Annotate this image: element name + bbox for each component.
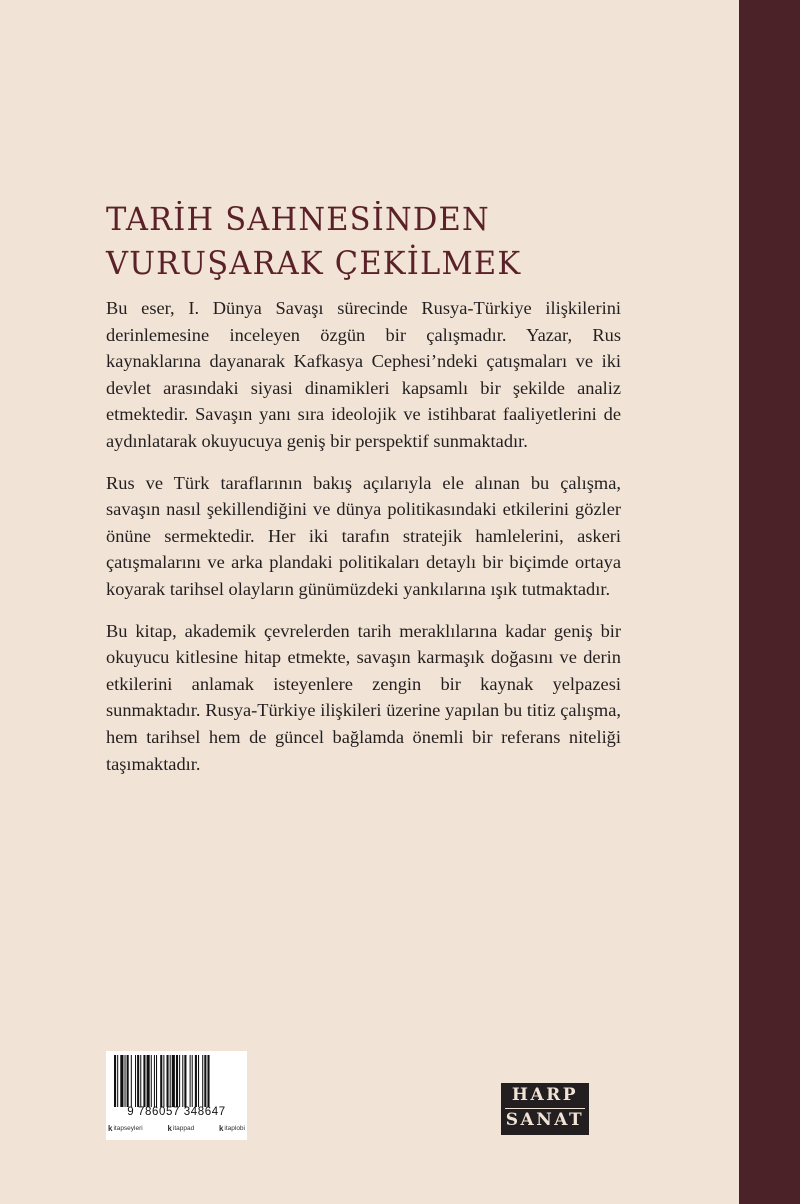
logo-divider bbox=[505, 1108, 585, 1109]
k-icon: k bbox=[108, 1124, 113, 1133]
store-logo-1: k itapseyleri bbox=[108, 1124, 143, 1133]
k-icon: k bbox=[167, 1124, 172, 1133]
blurb bbox=[106, 295, 621, 792]
blurb-paragraph-3: Bu kitap, akademik çevrelerden tarih meraklılarına kadar geniş bir okuyucu kitlesine hitap etmekte, savaşın karmaşık doğasını ve derin etkilerini anlamak isteyenlere zengin bir kaynak yelpazesi sunmaktadır. Rusya-Türkiye ilişkileri üzerine yapılan bu titiz çalışma, hem tarihsel hem de güncel bağlamda önemli bir referans niteliği taşımaktadır. bbox=[106, 620, 621, 774]
publisher-line-2: SANAT bbox=[505, 1110, 585, 1130]
barcode-label bbox=[106, 1051, 247, 1140]
store-logos bbox=[108, 1124, 245, 1133]
blurb-paragraph-2: Rus ve Türk taraflarının bakış açılarıyla ele alınan bu çalışma, savaşın nasıl şekillendiğini ve dünya politikasındaki etkilerini gözler önüne sermektedir. Her iki tarafın stratejik hamlelerini, askeri çatışmalarını ve arka plandaki politikaları detaylı bir biçimde ortaya koyarak tarihsel olayların günümüzdeki yankılarına ışık tutmaktadır. bbox=[106, 472, 621, 599]
title-line-1: TARİH SAHNESİNDEN bbox=[106, 202, 490, 239]
store-logo-3: k itaplobi bbox=[218, 1124, 245, 1133]
title-line-2: VURUŞARAK ÇEKİLMEK bbox=[106, 246, 522, 283]
isbn-number: 9 786057 348647 bbox=[127, 1106, 226, 1118]
publisher-logo bbox=[501, 1083, 589, 1135]
book-title bbox=[106, 198, 706, 287]
store-logo-2: k itappad bbox=[167, 1124, 195, 1133]
spine-band bbox=[739, 0, 800, 1204]
barcode-bars bbox=[112, 1055, 241, 1107]
k-icon: k bbox=[218, 1124, 224, 1133]
publisher-line-1: HARP bbox=[511, 1085, 579, 1105]
blurb-paragraph-1: Bu eser, I. Dünya Savaşı sürecinde Rusya-Türkiye ilişkilerini derinlemesine inceleyen özgün bir çalışmadır. Yazar, Rus kaynaklarına dayanarak Kafkasya Cephesi’ndeki çatışmaları ve iki devlet arasındaki siyasi dinamikleri kapsamlı bir şekilde analiz etmektedir. Savaşın yanı sıra ideolojik ve istihbarat faaliyetlerini de aydınlatarak okuyucuya geniş bir perspektif sunmaktadır. bbox=[106, 298, 621, 451]
